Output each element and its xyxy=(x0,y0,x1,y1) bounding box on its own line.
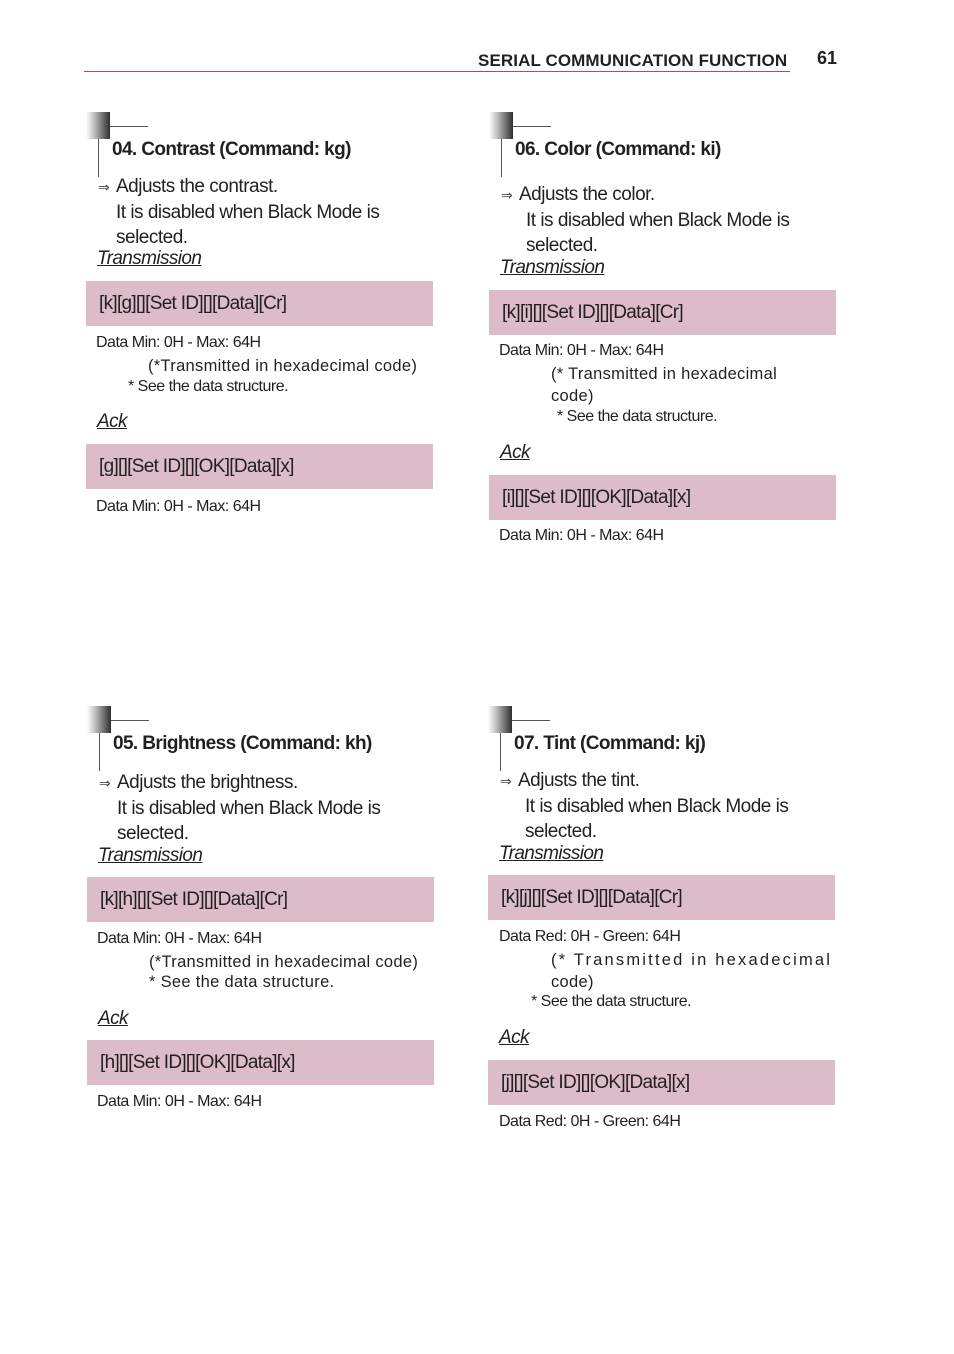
see-data-structure-note: * See the data structure. xyxy=(557,408,718,425)
transmission-command-box: [k][i][][Set ID][][Data][Cr] xyxy=(489,290,836,335)
hex-note xyxy=(551,949,832,993)
hex-note-line: (* Transmitted in hexadecimal xyxy=(551,365,778,383)
section-marker-line xyxy=(512,720,550,721)
arrow-icon: ⇒ xyxy=(98,179,110,195)
section-title: 06. Color (Command: ki) xyxy=(515,139,721,160)
section-title: 04. Contrast (Command: kg) xyxy=(112,139,351,160)
page-number: 61 xyxy=(817,48,838,68)
running-header-title: SERIAL COMMUNICATION FUNCTION xyxy=(478,51,788,70)
data-range: Data Min: 0H - Max: 64H xyxy=(499,342,664,359)
hex-note-line: (*Transmitted in hexadecimal code) xyxy=(149,953,419,971)
ack-data-range: Data Min: 0H - Max: 64H xyxy=(97,1093,262,1110)
transmission-command-box: [k][j][][Set ID][][Data][Cr] xyxy=(488,875,835,920)
hex-note xyxy=(148,355,417,377)
description-line: selected. xyxy=(526,235,598,256)
section-description xyxy=(500,768,788,844)
ack-data-range: Data Min: 0H - Max: 64H xyxy=(96,498,261,515)
transmission-command-box: [k][g][][Set ID][][Data][Cr] xyxy=(86,281,433,326)
ack-command-box: [h][][Set ID][][OK][Data][x] xyxy=(87,1040,434,1085)
ack-label: Ack xyxy=(499,1027,529,1048)
description-line: Adjusts the tint. xyxy=(518,770,640,791)
see-data-structure-note: * See the data structure. xyxy=(128,378,289,395)
ack-label: Ack xyxy=(98,1008,128,1029)
hex-note-line: (* Transmitted in hexadecimal xyxy=(551,951,833,969)
description-line: Adjusts the contrast. xyxy=(116,176,278,197)
arrow-icon: ⇒ xyxy=(99,775,111,791)
transmission-command-box: [k][h][][Set ID][][Data][Cr] xyxy=(87,877,434,922)
hex-note xyxy=(149,951,418,973)
section-marker xyxy=(488,706,512,733)
section-title: 05. Brightness (Command: kh) xyxy=(113,733,372,754)
description-line: It is disabled when Black Mode is xyxy=(116,202,380,223)
section-marker-line xyxy=(500,733,501,771)
hex-note xyxy=(551,363,777,407)
data-range: Data Min: 0H - Max: 64H xyxy=(97,930,262,947)
data-range: Data Red: 0H - Green: 64H xyxy=(499,928,681,945)
hex-note-line: code) xyxy=(551,973,594,991)
hex-note-line: (*Transmitted in hexadecimal code) xyxy=(148,357,418,375)
ack-label: Ack xyxy=(97,411,127,432)
transmission-label: Transmission xyxy=(499,843,604,864)
description-line: Adjusts the brightness. xyxy=(117,772,298,793)
ack-data-range: Data Min: 0H - Max: 64H xyxy=(499,527,664,544)
description-line: Adjusts the color. xyxy=(519,184,655,205)
arrow-icon: ⇒ xyxy=(501,187,513,203)
description-line: selected. xyxy=(117,823,189,844)
hex-note-line: code) xyxy=(551,387,594,405)
ack-command-box: [g][][Set ID][][OK][Data][x] xyxy=(86,444,433,489)
description-line: selected. xyxy=(525,821,597,842)
arrow-icon: ⇒ xyxy=(500,773,512,789)
ack-command-box: [i][][Set ID][][OK][Data][x] xyxy=(489,475,836,520)
section-marker-line xyxy=(110,126,148,127)
description-line: It is disabled when Black Mode is xyxy=(525,796,789,817)
ack-data-range: Data Red: 0H - Green: 64H xyxy=(499,1113,681,1130)
description-line: It is disabled when Black Mode is xyxy=(117,798,381,819)
section-marker xyxy=(86,112,110,139)
see-data-structure-note: * See the data structure. xyxy=(531,993,692,1010)
data-range: Data Min: 0H - Max: 64H xyxy=(96,334,261,351)
section-marker-line xyxy=(513,126,551,127)
section-description xyxy=(99,770,380,846)
section-marker xyxy=(87,706,111,733)
section-marker-line xyxy=(111,720,149,721)
transmission-label: Transmission xyxy=(97,248,202,269)
transmission-label: Transmission xyxy=(500,257,605,278)
section-marker-line xyxy=(99,733,100,771)
section-marker-line xyxy=(98,139,99,177)
section-description xyxy=(501,182,789,258)
ack-label: Ack xyxy=(500,442,530,463)
transmission-label: Transmission xyxy=(98,845,203,866)
section-description xyxy=(98,174,379,250)
description-line: selected. xyxy=(116,227,188,248)
header-rule xyxy=(84,71,790,72)
section-marker xyxy=(489,112,513,139)
ack-command-box: [j][][Set ID][][OK][Data][x] xyxy=(488,1060,835,1105)
see-data-structure-note: * See the data structure. xyxy=(149,973,335,991)
section-title: 07. Tint (Command: kj) xyxy=(514,733,706,754)
description-line: It is disabled when Black Mode is xyxy=(526,210,790,231)
section-marker-line xyxy=(501,139,502,177)
